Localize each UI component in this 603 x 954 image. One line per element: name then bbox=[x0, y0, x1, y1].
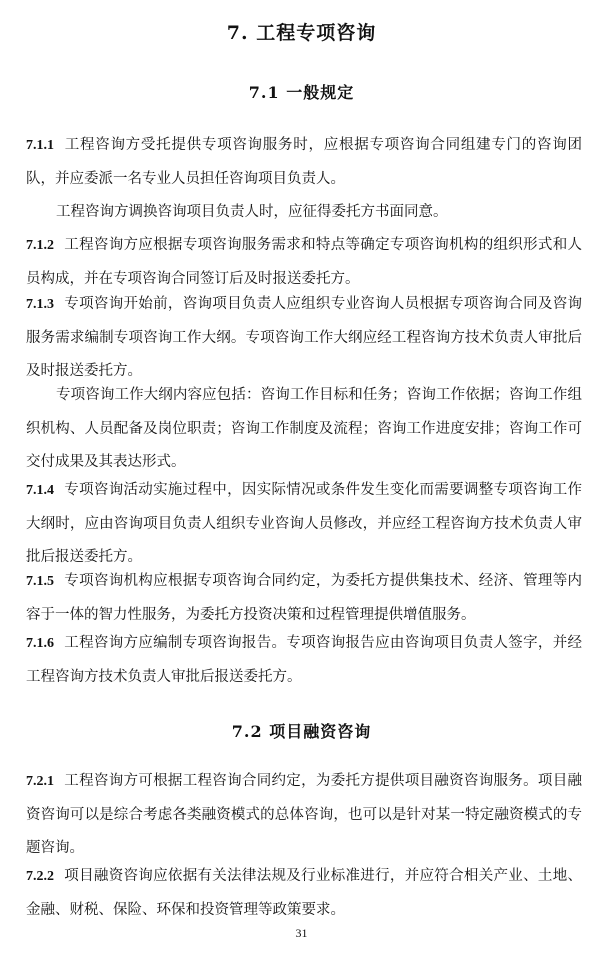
clause-7-1-4 bbox=[26, 474, 582, 575]
clause-7-1-3 bbox=[26, 288, 582, 389]
clause-number: 7.2.1 bbox=[26, 774, 54, 789]
clause-number: 7.1.1 bbox=[26, 138, 54, 153]
clause-number: 7.1.6 bbox=[26, 636, 54, 651]
clause-text: 项目融资咨询应依据有关法律法规及行业标准进行，并应符合相关产业、土地、金融、财税、保险、环保和投资管理等政策要求。 bbox=[26, 868, 582, 918]
clause-7-1-1 bbox=[26, 129, 582, 196]
clause-text: 工程咨询方调换咨询项目负责人时，应征得委托方书面同意。 bbox=[56, 204, 448, 220]
clause-number: 7.1.5 bbox=[26, 574, 54, 589]
clause-text: 专项咨询工作大纲内容应包括：咨询工作目标和任务；咨询工作依据；咨询工作组织机构、人员配备及岗位职责；咨询工作制度及流程；咨询工作进度安排；咨询工作可交付成果及其表达形式。 bbox=[26, 387, 582, 470]
clause-7-1-5 bbox=[26, 565, 582, 632]
clause-7-1-6 bbox=[26, 627, 582, 694]
clause-text: 专项咨询活动实施过程中，因实际情况或条件发生变化而需要调整专项咨询工作大纲时，应由咨询项目负责人组织专业咨询人员修改，并应经工程咨询方技术负责人审批后报送委托方。 bbox=[26, 482, 582, 565]
clause-text: 工程咨询方可根据工程咨询合同约定，为委托方提供项目融资咨询服务。项目融资咨询可以是综合考虑各类融资模式的总体咨询，也可以是针对某一特定融资模式的专题咨询。 bbox=[26, 773, 582, 856]
clause-number: 7.1.4 bbox=[26, 483, 54, 498]
page-number: 31 bbox=[295, 926, 308, 940]
section-heading-7-1: 7.1 一般规定 bbox=[248, 83, 355, 102]
clause-text: 工程咨询方应编制专项咨询报告。专项咨询报告应由咨询项目负责人签字，并经工程咨询方技术负责人审批后报送委托方。 bbox=[26, 635, 582, 685]
clause-7-1-3-contents bbox=[26, 379, 582, 480]
chapter-title: 7. 工程专项咨询 bbox=[226, 22, 377, 44]
clause-7-2-2 bbox=[26, 860, 582, 927]
clause-number: 7.2.2 bbox=[26, 869, 54, 884]
clause-text: 工程咨询方应根据专项咨询服务需求和特点等确定专项咨询机构的组织形式和人员构成，并在专项咨询合同签订后及时报送委托方。 bbox=[26, 237, 582, 287]
clause-7-1-2 bbox=[26, 229, 582, 296]
clause-number: 7.1.3 bbox=[26, 297, 54, 312]
clause-text: 专项咨询开始前，咨询项目负责人应组织专业咨询人员根据专项咨询合同及咨询服务需求编制专项咨询工作大纲。专项咨询工作大纲应经工程咨询方技术负责人审批后及时报送委托方。 bbox=[26, 296, 582, 379]
clause-7-2-1 bbox=[26, 765, 582, 866]
section-heading-7-2: 7.2 项目融资咨询 bbox=[231, 722, 372, 741]
clause-7-1-1-note bbox=[26, 196, 582, 230]
clause-number: 7.1.2 bbox=[26, 238, 54, 253]
clause-text: 工程咨询方受托提供专项咨询服务时，应根据专项咨询合同组建专门的咨询团队，并应委派一名专业人员担任咨询项目负责人。 bbox=[26, 137, 582, 187]
clause-text: 专项咨询机构应根据专项咨询合同约定，为委托方提供集技术、经济、管理等内容于一体的智力性服务，为委托方投资决策和过程管理提供增值服务。 bbox=[26, 573, 582, 623]
